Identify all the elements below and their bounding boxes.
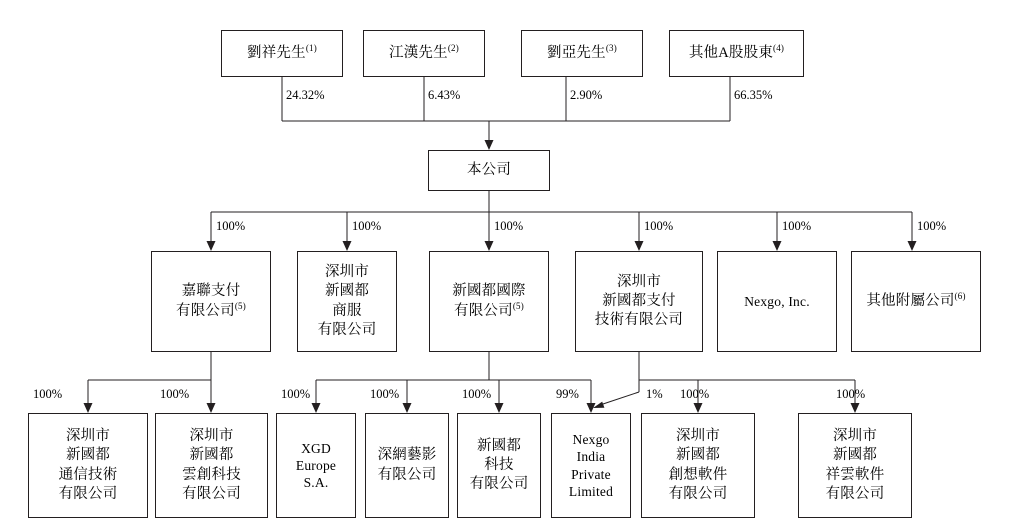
grandchild-4-line-1: 深網藝影 [377,447,437,464]
grandchild-7-line-2: 新國都 [675,447,721,464]
subsidiary-4-line-2: 新國都支付 [602,292,676,309]
subsidiary-2-line-1: 深圳市 [324,264,370,281]
grandchild-5-line-2: 科技 [484,456,514,473]
grandchild-box-4[interactable] [365,413,449,518]
subsidiary-box-2[interactable] [297,251,397,352]
company-box[interactable] [428,150,550,191]
percent-grandchild-8: 100% [836,387,866,401]
grandchild-box-6[interactable] [551,413,631,518]
grandchild-box-1[interactable] [28,413,148,518]
subsidiary-3-line-2: 有限公司$^{(5)}$ [454,300,524,319]
percent-grandchild-5: 100% [462,387,492,401]
subsidiary-2-line-4: 有限公司 [317,321,377,338]
subsidiary-5-line-1: Nexgo, Inc. [744,293,810,309]
grandchild-6-line-2: India [576,449,606,465]
grandchild-1-line-4: 有限公司 [58,485,118,502]
percent-subsidiary-2: 100% [352,219,382,233]
subsidiary-box-4[interactable] [575,251,703,352]
grandchild-2-line-1: 深圳市 [189,428,234,445]
grandchild-7-line-1: 深圳市 [675,428,721,445]
grandchild-7-line-4: 有限公司 [668,485,728,502]
shareholder-box-4[interactable] [669,30,804,77]
grandchild-1-line-2: 新國都 [65,447,111,464]
subsidiary-box-1[interactable] [151,251,271,352]
grandchild-8-line-1: 深圳市 [832,428,878,445]
grandchild-2-line-4: 有限公司 [182,485,241,502]
shareholder-box-2[interactable] [363,30,485,77]
grandchild-7-line-3: 創想軟件 [668,466,728,483]
subsidiary-3-line-1: 新國都國際 [452,283,526,300]
percent-shareholder-3: 2.90% [570,88,603,102]
grandchild-3-line-3: S.A. [303,475,329,491]
grandchild-8-line-4: 有限公司 [825,485,885,502]
percent-shareholder-2: 6.43% [428,88,461,102]
grandchild-3-line-1: XGD [301,440,331,456]
percent-grandchild-4: 100% [370,387,400,401]
percent-grandchild-1: 100% [33,387,63,401]
percent-subsidiary-4: 100% [644,219,674,233]
grandchild-box-8[interactable] [798,413,912,518]
grandchild-3-line-2: Europe [295,457,337,473]
grandchild-6-line-3: Private [571,466,611,482]
percent-grandchild-6-secondary: 1% [646,387,663,401]
grandchild-8-line-2: 新國都 [832,447,878,464]
grandchild-box-5[interactable] [457,413,541,518]
grandchild-5-line-1: 新國都 [476,437,522,454]
shareholder-box-1[interactable] [221,30,343,77]
subsidiary-4-line-1: 深圳市 [616,273,662,290]
grandchild-1-line-3: 通信技術 [58,466,118,483]
percent-grandchild-6: 99% [556,387,579,401]
subsidiary-4-line-3: 技術有限公司 [594,312,684,329]
grandchild-6-line-1: Nexgo [572,431,610,447]
subsidiary-box-3[interactable] [429,251,549,352]
shareholder-1-label: 劉祥先生$^{(1)}$ [247,43,317,61]
grandchild-2-line-3: 雲創科技 [182,466,241,483]
grandchild-8-line-3: 祥雲軟件 [825,466,885,483]
shareholder-3-label: 劉亞先生$^{(3)}$ [547,43,617,61]
grandchild-box-7[interactable] [641,413,755,518]
percent-grandchild-7: 100% [680,387,710,401]
shareholder-4-label: 其他A股股東$^{(4)}$ [688,43,785,61]
shareholder-box-3[interactable] [521,30,643,77]
percent-shareholder-4: 66.35% [734,88,773,102]
grandchild-6-line-4: Limited [568,483,614,499]
percent-shareholder-1: 24.32% [286,88,325,102]
percent-subsidiary-1: 100% [216,219,246,233]
grandchild-2-line-2: 新國都 [189,447,234,464]
percent-subsidiary-3: 100% [494,219,524,233]
subsidiary-2-line-2: 新國都 [324,283,370,300]
subsidiary-1-line-1: 嘉聯支付 [181,283,241,300]
percent-subsidiary-5: 100% [782,219,812,233]
subsidiary-box-6[interactable] [851,251,981,352]
grandchild-box-3[interactable] [276,413,356,518]
grandchild-5-line-3: 有限公司 [469,476,529,493]
grandchild-box-2[interactable] [155,413,268,518]
company-label: 本公司 [466,161,512,178]
subsidiary-6-line-1: 其他附屬公司$^{(6)}$ [866,291,966,309]
shareholder-2-label: 江漢先生$^{(2)}$ [389,43,459,61]
grandchild-1-line-1: 深圳市 [65,428,111,445]
percent-grandchild-3: 100% [281,387,311,401]
percent-subsidiary-6: 100% [917,219,947,233]
subsidiary-2-line-3: 商服 [332,302,362,319]
grandchild-4-line-2: 有限公司 [377,466,437,483]
subsidiary-box-5[interactable] [717,251,837,352]
percent-grandchild-2: 100% [160,387,190,401]
subsidiary-1-line-2: 有限公司$^{(5)}$ [176,300,246,319]
